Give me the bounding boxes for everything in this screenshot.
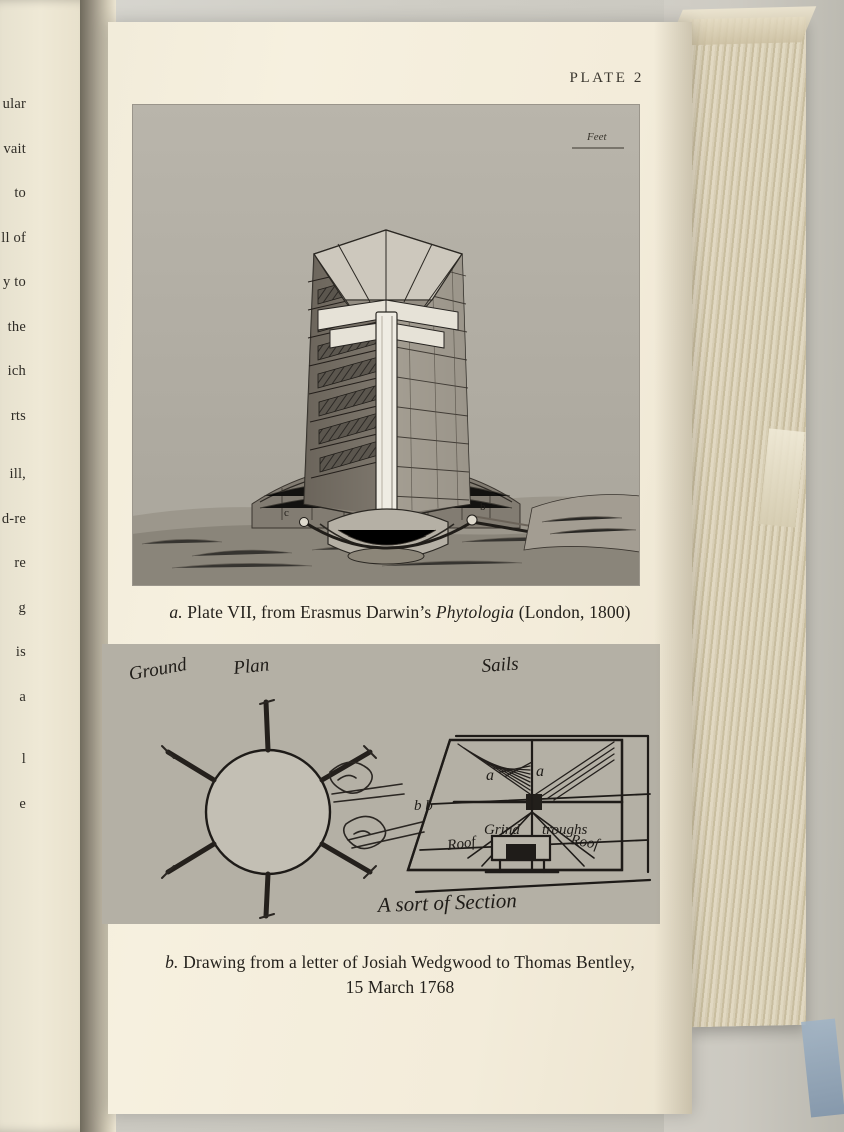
verso-line: vait [3,140,26,157]
sketch-label-grind: Grind [484,822,520,838]
verso-line: y to [3,274,26,290]
verso-gap [0,448,26,462]
figure-b-image [102,644,660,924]
caption-a-text-2: (London, 1800) [514,602,631,622]
verso-line: ll of [1,229,26,246]
windmill-engraving [132,104,640,586]
sketch-label-a1: a [486,767,494,784]
caption-a-text-1: Plate VII, from Erasmus Darwin’s [182,602,436,622]
verso-line: ill, [9,466,26,482]
figure-a-inset-label: Feet [587,131,607,143]
sketch-label-sails: Sails [480,653,520,677]
verso-line: l [21,751,26,767]
verso-line: d-re [1,510,26,527]
verso-line: ular [2,96,26,112]
verso-line: g [18,599,26,616]
plate-label: PLATE 2 [569,70,644,86]
sketch-label-bb: b b [414,798,433,814]
verso-page [0,0,84,1132]
figure-a-label-b: b [480,501,486,513]
verso-line: rts [10,407,26,424]
caption-a-marker: a. [169,602,183,622]
caption-b-line1: Drawing from a letter of Josiah Wedgwood to Thomas Bentley, [178,952,635,972]
caption-b-marker: b. [165,952,179,972]
verso-line: a [19,688,26,705]
figure-a-image [132,104,640,586]
figure-a-caption [108,600,692,625]
sketch-label-a2: a [536,763,544,780]
figure-b-caption [108,950,692,1000]
verso-line: the [7,318,26,335]
wedgwood-sketch [102,644,660,924]
verso-line: re [14,555,26,571]
sketch-label-section: A sort of Section [377,888,518,917]
verso-line: to [14,185,26,201]
recto-page [108,22,692,1114]
verso-line: ich [7,363,26,379]
sketch-label-plan: Plan [232,654,271,679]
sketch-label-roof2: Roof [569,832,600,853]
sketch-label-ground: Ground [127,654,189,685]
verso-line: is [15,644,26,660]
sketch-label-troughs: troughs [542,822,588,838]
caption-a-italic: Phytologia [435,602,515,622]
verso-text-fragment [0,92,26,836]
figure-a-label-c: c [284,507,289,519]
verso-line: e [19,795,26,812]
sketch-label-roof: Roof [446,834,477,854]
caption-b-line2: 15 March 1768 [345,977,455,997]
verso-gap [0,729,26,747]
